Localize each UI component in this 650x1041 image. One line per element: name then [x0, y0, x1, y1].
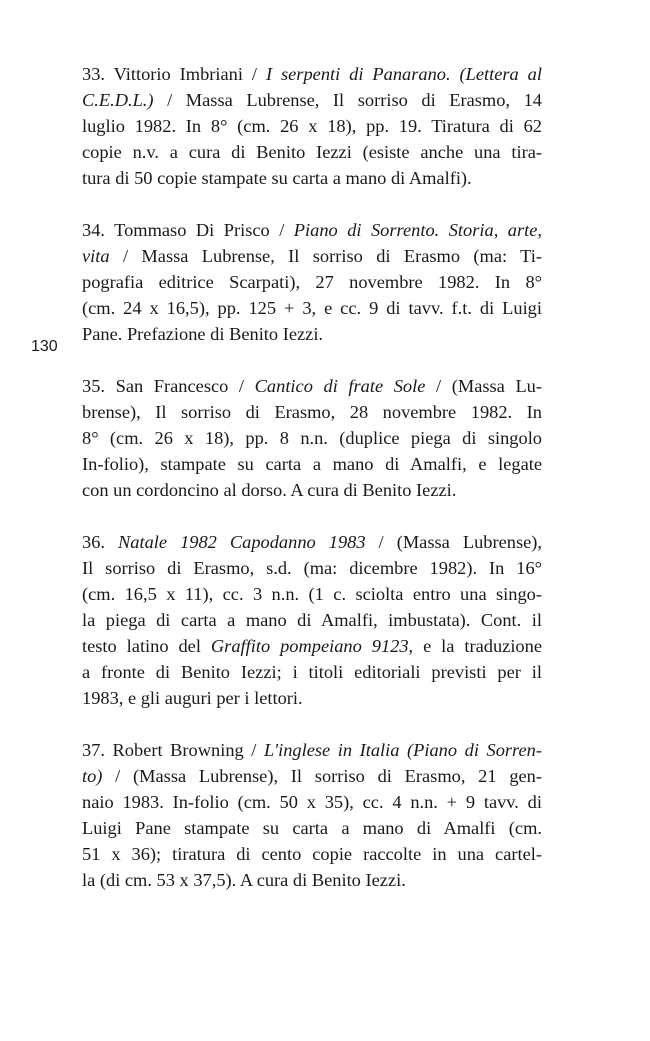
entry-line	[82, 217, 542, 243]
entry-text: pografia editrice Scarpati), 27 novembre 1982. In 8°	[82, 272, 542, 292]
entry-text: naio 1983. In-folio (cm. 50 x 35), cc. 4 n.n. + 9 tavv. di	[82, 792, 542, 812]
entry-line	[82, 269, 542, 295]
entry-text: / (Massa Lubrense),	[365, 532, 542, 552]
entry-line	[82, 61, 542, 87]
entry-line	[82, 763, 542, 789]
entry-text: 34. Tommaso Di Prisco /	[82, 220, 294, 240]
entry-line	[82, 737, 542, 763]
entry-line	[82, 399, 542, 425]
entry-line	[82, 373, 542, 399]
entry-line	[82, 87, 542, 113]
entry-text: Pane. Prefazione di Benito Iezzi.	[82, 324, 324, 344]
entry-line	[82, 113, 542, 139]
bibliography-entries	[82, 61, 542, 893]
entry-line	[82, 581, 542, 607]
entry-text: luglio 1982. In 8° (cm. 26 x 18), pp. 19. Tiratura di 62	[82, 116, 542, 136]
entry-line	[82, 633, 542, 659]
italic-title-text: vita	[82, 246, 110, 266]
entry-line	[82, 139, 542, 165]
entry-text: copie n.v. a cura di Benito Iezzi (esiste anche una tira-	[82, 142, 542, 162]
entry-line	[82, 607, 542, 633]
italic-title-text: L'inglese in Italia (Piano di Sorren-	[263, 740, 542, 760]
entry-line	[82, 659, 542, 685]
entry-text: / Massa Lubrense, Il sorriso di Erasmo (ma: Ti-	[109, 246, 542, 266]
entry-text: la piega di carta a mano di Amalfi, imbustata). Cont. il	[82, 610, 542, 630]
entry-line	[82, 685, 542, 711]
entry-line	[82, 789, 542, 815]
entry-line	[82, 165, 542, 191]
entry-text: Luigi Pane stampate su carta a mano di Amalfi (cm.	[82, 818, 542, 838]
entry-text: / (Massa Lubrense), Il sorriso di Erasmo, 21 gen-	[102, 766, 542, 786]
italic-title-text: to)	[82, 766, 103, 786]
entry-text: a fronte di Benito Iezzi; i titoli editoriali previsti per il	[82, 662, 542, 682]
entry-text: 1983, e gli auguri per i lettori.	[82, 688, 303, 708]
italic-title-text: Piano di Sorrento. Storia, arte,	[293, 220, 542, 240]
entry-text: In-folio), stampate su carta a mano di Amalfi, e legate	[82, 454, 542, 474]
entry-text: (cm. 16,5 x 11), cc. 3 n.n. (1 c. sciolta entro una singo-	[82, 584, 542, 604]
italic-title-text: Cantico di frate Sole	[254, 376, 426, 396]
bibliography-entry	[82, 529, 542, 711]
bibliography-entry	[82, 737, 542, 893]
entry-text: brense), Il sorriso di Erasmo, 28 novembre 1982. In	[82, 402, 542, 422]
entry-text: con un cordoncino al dorso. A cura di Benito Iezzi.	[82, 480, 457, 500]
entry-text: 37. Robert Browning /	[82, 740, 264, 760]
entry-line	[82, 529, 542, 555]
italic-title-text: Natale 1982 Capodanno 1983	[118, 532, 366, 552]
page-number: 130	[31, 338, 58, 355]
entry-line	[82, 321, 542, 347]
entry-line	[82, 841, 542, 867]
entry-text: tura di 50 copie stampate su carta a mano di Amalfi).	[82, 168, 472, 188]
entry-text: , e la traduzione	[408, 636, 542, 656]
entry-line	[82, 425, 542, 451]
entry-text: 51 x 36); tiratura di cento copie raccolte in una cartel-	[82, 844, 542, 864]
entry-text: 36.	[82, 532, 119, 552]
entry-text: / Massa Lubrense, Il sorriso di Erasmo, 14	[153, 90, 542, 110]
entry-text: Il sorriso di Erasmo, s.d. (ma: dicembre 1982). In 16°	[82, 558, 542, 578]
italic-title-text: C.E.D.L.)	[82, 90, 154, 110]
entry-line	[82, 867, 542, 893]
entry-line	[82, 477, 542, 503]
entry-line	[82, 815, 542, 841]
entry-text: la (di cm. 53 x 37,5). A cura di Benito Iezzi.	[82, 870, 406, 890]
bibliography-entry	[82, 61, 542, 191]
entry-text: / (Massa Lu-	[425, 376, 542, 396]
entry-text: 33. Vittorio Imbriani /	[82, 64, 266, 84]
bibliography-entry	[82, 217, 542, 347]
entry-text: 35. San Francesco /	[82, 376, 255, 396]
entry-text: (cm. 24 x 16,5), pp. 125 + 3, e cc. 9 di tavv. f.t. di Luigi	[82, 298, 542, 318]
entry-line	[82, 555, 542, 581]
entry-text: 8° (cm. 26 x 18), pp. 8 n.n. (duplice piega di singolo	[82, 428, 542, 448]
italic-title-text: I serpenti di Panarano. (Lettera al	[265, 64, 542, 84]
entry-text: testo latino del	[82, 636, 211, 656]
entry-line	[82, 243, 542, 269]
bibliography-entry	[82, 373, 542, 503]
entry-line	[82, 295, 542, 321]
italic-title-text: Graffito pompeiano 9123	[210, 636, 409, 656]
entry-line	[82, 451, 542, 477]
